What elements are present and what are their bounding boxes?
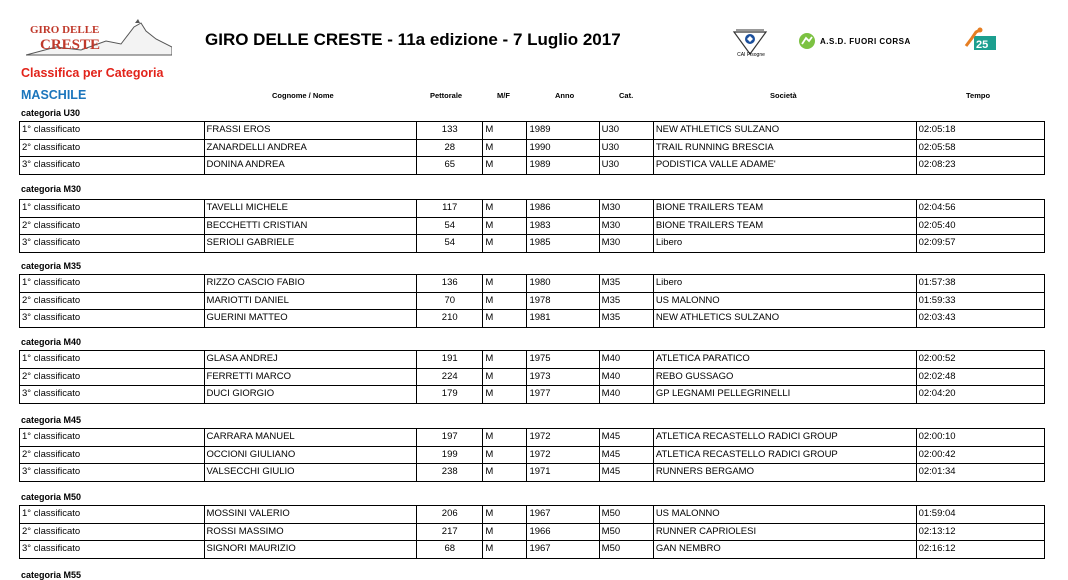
table-row [20, 506, 1045, 524]
bib-number-cell: 206 [417, 506, 483, 524]
placement-cell: 3° classificato [20, 310, 205, 328]
club-cell: GP LEGNAMI PELLEGRINELLI [653, 386, 916, 404]
placement-cell: 2° classificato [20, 368, 205, 386]
page-title: GIRO DELLE CRESTE - 11a edizione - 7 Luglio 2017 [205, 30, 621, 49]
club-cell: ATLETICA RECASTELLO RADICI GROUP [653, 429, 916, 447]
category-label: categoria M35 [21, 261, 82, 271]
birth-year-cell: 1966 [527, 523, 599, 541]
category-cell: U30 [599, 122, 653, 140]
sex-cell: M [483, 429, 527, 447]
placement-cell: 2° classificato [20, 217, 205, 235]
category-results-table [19, 121, 1045, 175]
bib-number-cell: 210 [417, 310, 483, 328]
category-label: categoria M30 [21, 184, 82, 194]
sex-cell: M [483, 506, 527, 524]
bib-number-cell: 133 [417, 122, 483, 140]
table-row [20, 310, 1045, 328]
birth-year-cell: 1985 [527, 235, 599, 253]
club-cell: Libero [653, 275, 916, 293]
placement-cell: 2° classificato [20, 292, 205, 310]
ranking-subtitle: Classifica per Categoria [21, 66, 164, 80]
club-cell: Libero [653, 235, 916, 253]
club-cell: RUNNER CAPRIOLESI [653, 523, 916, 541]
logo-text-bottom: CRESTE [40, 37, 101, 53]
logo-text-top: GIRO DELLE [30, 24, 100, 36]
club-cell: BIONE TRAILERS TEAM [653, 200, 916, 218]
table-row [20, 122, 1045, 140]
athlete-name-cell: FRASSI EROS [204, 122, 417, 140]
club-cell: NEW ATHLETICS SULZANO [653, 310, 916, 328]
category-cell: M35 [599, 292, 653, 310]
table-row [20, 292, 1045, 310]
bib-number-cell: 224 [417, 368, 483, 386]
table-row [20, 200, 1045, 218]
table-row [20, 446, 1045, 464]
placement-cell: 3° classificato [20, 464, 205, 482]
svg-text:25: 25 [976, 39, 989, 51]
bib-number-cell: 179 [417, 386, 483, 404]
bib-number-cell: 54 [417, 235, 483, 253]
finish-time-cell: 02:01:34 [916, 464, 1044, 482]
bib-number-cell: 117 [417, 200, 483, 218]
birth-year-cell: 1971 [527, 464, 599, 482]
sex-cell: M [483, 235, 527, 253]
sponsor-runner-logo [962, 26, 1002, 58]
category-results-table [19, 428, 1045, 482]
sex-cell: M [483, 368, 527, 386]
birth-year-cell: 1989 [527, 157, 599, 175]
placement-cell: 3° classificato [20, 157, 205, 175]
placement-cell: 3° classificato [20, 386, 205, 404]
col-header-club: Società [770, 91, 797, 100]
finish-time-cell: 02:04:20 [916, 386, 1044, 404]
category-cell: M50 [599, 541, 653, 559]
finish-time-cell: 02:04:56 [916, 200, 1044, 218]
athlete-name-cell: MOSSINI VALERIO [204, 506, 417, 524]
sex-cell: M [483, 139, 527, 157]
finish-time-cell: 02:02:48 [916, 368, 1044, 386]
category-results-table [19, 274, 1045, 328]
club-cell: REBO GUSSAGO [653, 368, 916, 386]
club-cell: US MALONNO [653, 506, 916, 524]
asd-fuori-corsa-text: A.S.D. FUORI CORSA [820, 37, 911, 46]
category-results-table [19, 199, 1045, 253]
birth-year-cell: 1977 [527, 386, 599, 404]
athlete-name-cell: GLASA ANDREJ [204, 351, 417, 369]
placement-cell: 1° classificato [20, 429, 205, 447]
category-cell: M45 [599, 446, 653, 464]
birth-year-cell: 1980 [527, 275, 599, 293]
sex-cell: M [483, 386, 527, 404]
birth-year-cell: 1973 [527, 368, 599, 386]
sex-cell: M [483, 275, 527, 293]
club-cell: US MALONNO [653, 292, 916, 310]
finish-time-cell: 02:16:12 [916, 541, 1044, 559]
club-cell: NEW ATHLETICS SULZANO [653, 122, 916, 140]
finish-time-cell: 02:03:43 [916, 310, 1044, 328]
col-header-cat: Cat. [619, 91, 634, 100]
finish-time-cell: 02:08:23 [916, 157, 1044, 175]
sex-cell: M [483, 310, 527, 328]
bib-number-cell: 199 [417, 446, 483, 464]
club-cell: RUNNERS BERGAMO [653, 464, 916, 482]
finish-time-cell: 02:00:42 [916, 446, 1044, 464]
sex-cell: M [483, 446, 527, 464]
category-label: categoria U30 [21, 108, 81, 118]
table-row [20, 386, 1045, 404]
category-cell: M40 [599, 351, 653, 369]
athlete-name-cell: BECCHETTI CRISTIAN [204, 217, 417, 235]
placement-cell: 3° classificato [20, 541, 205, 559]
giro-delle-creste-logo [26, 17, 172, 57]
category-cell: M35 [599, 275, 653, 293]
athlete-name-cell: FERRETTI MARCO [204, 368, 417, 386]
athlete-name-cell: DUCI GIORGIO [204, 386, 417, 404]
category-cell: M40 [599, 368, 653, 386]
table-row [20, 235, 1045, 253]
athlete-name-cell: ROSSI MASSIMO [204, 523, 417, 541]
col-header-year: Anno [555, 91, 575, 100]
bib-number-cell: 70 [417, 292, 483, 310]
finish-time-cell: 02:00:10 [916, 429, 1044, 447]
col-header-sex: M/F [497, 91, 510, 100]
athlete-name-cell: ZANARDELLI ANDREA [204, 139, 417, 157]
finish-time-cell: 02:00:52 [916, 351, 1044, 369]
col-header-name: Cognome / Nome [272, 91, 334, 100]
placement-cell: 2° classificato [20, 446, 205, 464]
finish-time-cell: 02:05:58 [916, 139, 1044, 157]
category-cell: M30 [599, 200, 653, 218]
sex-cell: M [483, 122, 527, 140]
placement-cell: 1° classificato [20, 275, 205, 293]
finish-time-cell: 02:05:40 [916, 217, 1044, 235]
finish-time-cell: 02:05:18 [916, 122, 1044, 140]
category-cell: M30 [599, 217, 653, 235]
bib-number-cell: 54 [417, 217, 483, 235]
sex-cell: M [483, 541, 527, 559]
table-row [20, 139, 1045, 157]
category-label: categoria M50 [21, 492, 82, 502]
club-cell: TRAIL RUNNING BRESCIA [653, 139, 916, 157]
bib-number-cell: 197 [417, 429, 483, 447]
placement-cell: 1° classificato [20, 122, 205, 140]
birth-year-cell: 1972 [527, 429, 599, 447]
birth-year-cell: 1986 [527, 200, 599, 218]
placement-cell: 2° classificato [20, 139, 205, 157]
table-row [20, 429, 1045, 447]
birth-year-cell: 1967 [527, 506, 599, 524]
bib-number-cell: 68 [417, 541, 483, 559]
bib-number-cell: 65 [417, 157, 483, 175]
birth-year-cell: 1978 [527, 292, 599, 310]
birth-year-cell: 1990 [527, 139, 599, 157]
bib-number-cell: 136 [417, 275, 483, 293]
finish-time-cell: 01:59:04 [916, 506, 1044, 524]
athlete-name-cell: SERIOLI GABRIELE [204, 235, 417, 253]
category-cell: M50 [599, 506, 653, 524]
table-row [20, 157, 1045, 175]
cai-logo-caption: CAI Pisogne [737, 52, 765, 58]
table-row [20, 523, 1045, 541]
placement-cell: 1° classificato [20, 506, 205, 524]
category-cell: U30 [599, 139, 653, 157]
finish-time-cell: 02:09:57 [916, 235, 1044, 253]
category-cell: M30 [599, 235, 653, 253]
table-row [20, 368, 1045, 386]
category-label: categoria M45 [21, 415, 82, 425]
category-label: categoria M55 [21, 570, 82, 580]
table-row [20, 351, 1045, 369]
placement-cell: 1° classificato [20, 200, 205, 218]
sex-cell: M [483, 217, 527, 235]
bib-number-cell: 238 [417, 464, 483, 482]
category-cell: M45 [599, 429, 653, 447]
col-header-time: Tempo [966, 91, 991, 100]
club-cell: PODISTICA VALLE ADAME' [653, 157, 916, 175]
birth-year-cell: 1983 [527, 217, 599, 235]
athlete-name-cell: VALSECCHI GIULIO [204, 464, 417, 482]
club-cell: ATLETICA PARATICO [653, 351, 916, 369]
athlete-name-cell: TAVELLI MICHELE [204, 200, 417, 218]
sex-cell: M [483, 200, 527, 218]
birth-year-cell: 1975 [527, 351, 599, 369]
placement-cell: 1° classificato [20, 351, 205, 369]
club-cell: ATLETICA RECASTELLO RADICI GROUP [653, 446, 916, 464]
bib-number-cell: 217 [417, 523, 483, 541]
asd-fuori-corsa-logo [797, 32, 817, 50]
club-cell: BIONE TRAILERS TEAM [653, 217, 916, 235]
birth-year-cell: 1989 [527, 122, 599, 140]
finish-time-cell: 02:13:12 [916, 523, 1044, 541]
col-header-bib: Pettorale [430, 91, 463, 100]
sex-cell: M [483, 292, 527, 310]
birth-year-cell: 1972 [527, 446, 599, 464]
sex-cell: M [483, 464, 527, 482]
athlete-name-cell: SIGNORI MAURIZIO [204, 541, 417, 559]
club-cell: GAN NEMBRO [653, 541, 916, 559]
category-cell: M40 [599, 386, 653, 404]
finish-time-cell: 01:57:38 [916, 275, 1044, 293]
table-row [20, 541, 1045, 559]
gender-heading: MASCHILE [21, 88, 87, 102]
category-results-table [19, 505, 1045, 559]
category-cell: M45 [599, 464, 653, 482]
table-row [20, 217, 1045, 235]
bib-number-cell: 191 [417, 351, 483, 369]
sex-cell: M [483, 523, 527, 541]
finish-time-cell: 01:59:33 [916, 292, 1044, 310]
bib-number-cell: 28 [417, 139, 483, 157]
category-label: categoria M40 [21, 337, 82, 347]
category-cell: U30 [599, 157, 653, 175]
sex-cell: M [483, 157, 527, 175]
birth-year-cell: 1981 [527, 310, 599, 328]
sex-cell: M [483, 351, 527, 369]
category-results-table [19, 350, 1045, 404]
table-row [20, 464, 1045, 482]
athlete-name-cell: CARRARA MANUEL [204, 429, 417, 447]
athlete-name-cell: GUERINI MATTEO [204, 310, 417, 328]
table-row [20, 275, 1045, 293]
placement-cell: 3° classificato [20, 235, 205, 253]
birth-year-cell: 1967 [527, 541, 599, 559]
athlete-name-cell: OCCIONI GIULIANO [204, 446, 417, 464]
athlete-name-cell: DONINA ANDREA [204, 157, 417, 175]
placement-cell: 2° classificato [20, 523, 205, 541]
athlete-name-cell: MARIOTTI DANIEL [204, 292, 417, 310]
athlete-name-cell: RIZZO CASCIO FABIO [204, 275, 417, 293]
category-cell: M50 [599, 523, 653, 541]
category-cell: M35 [599, 310, 653, 328]
